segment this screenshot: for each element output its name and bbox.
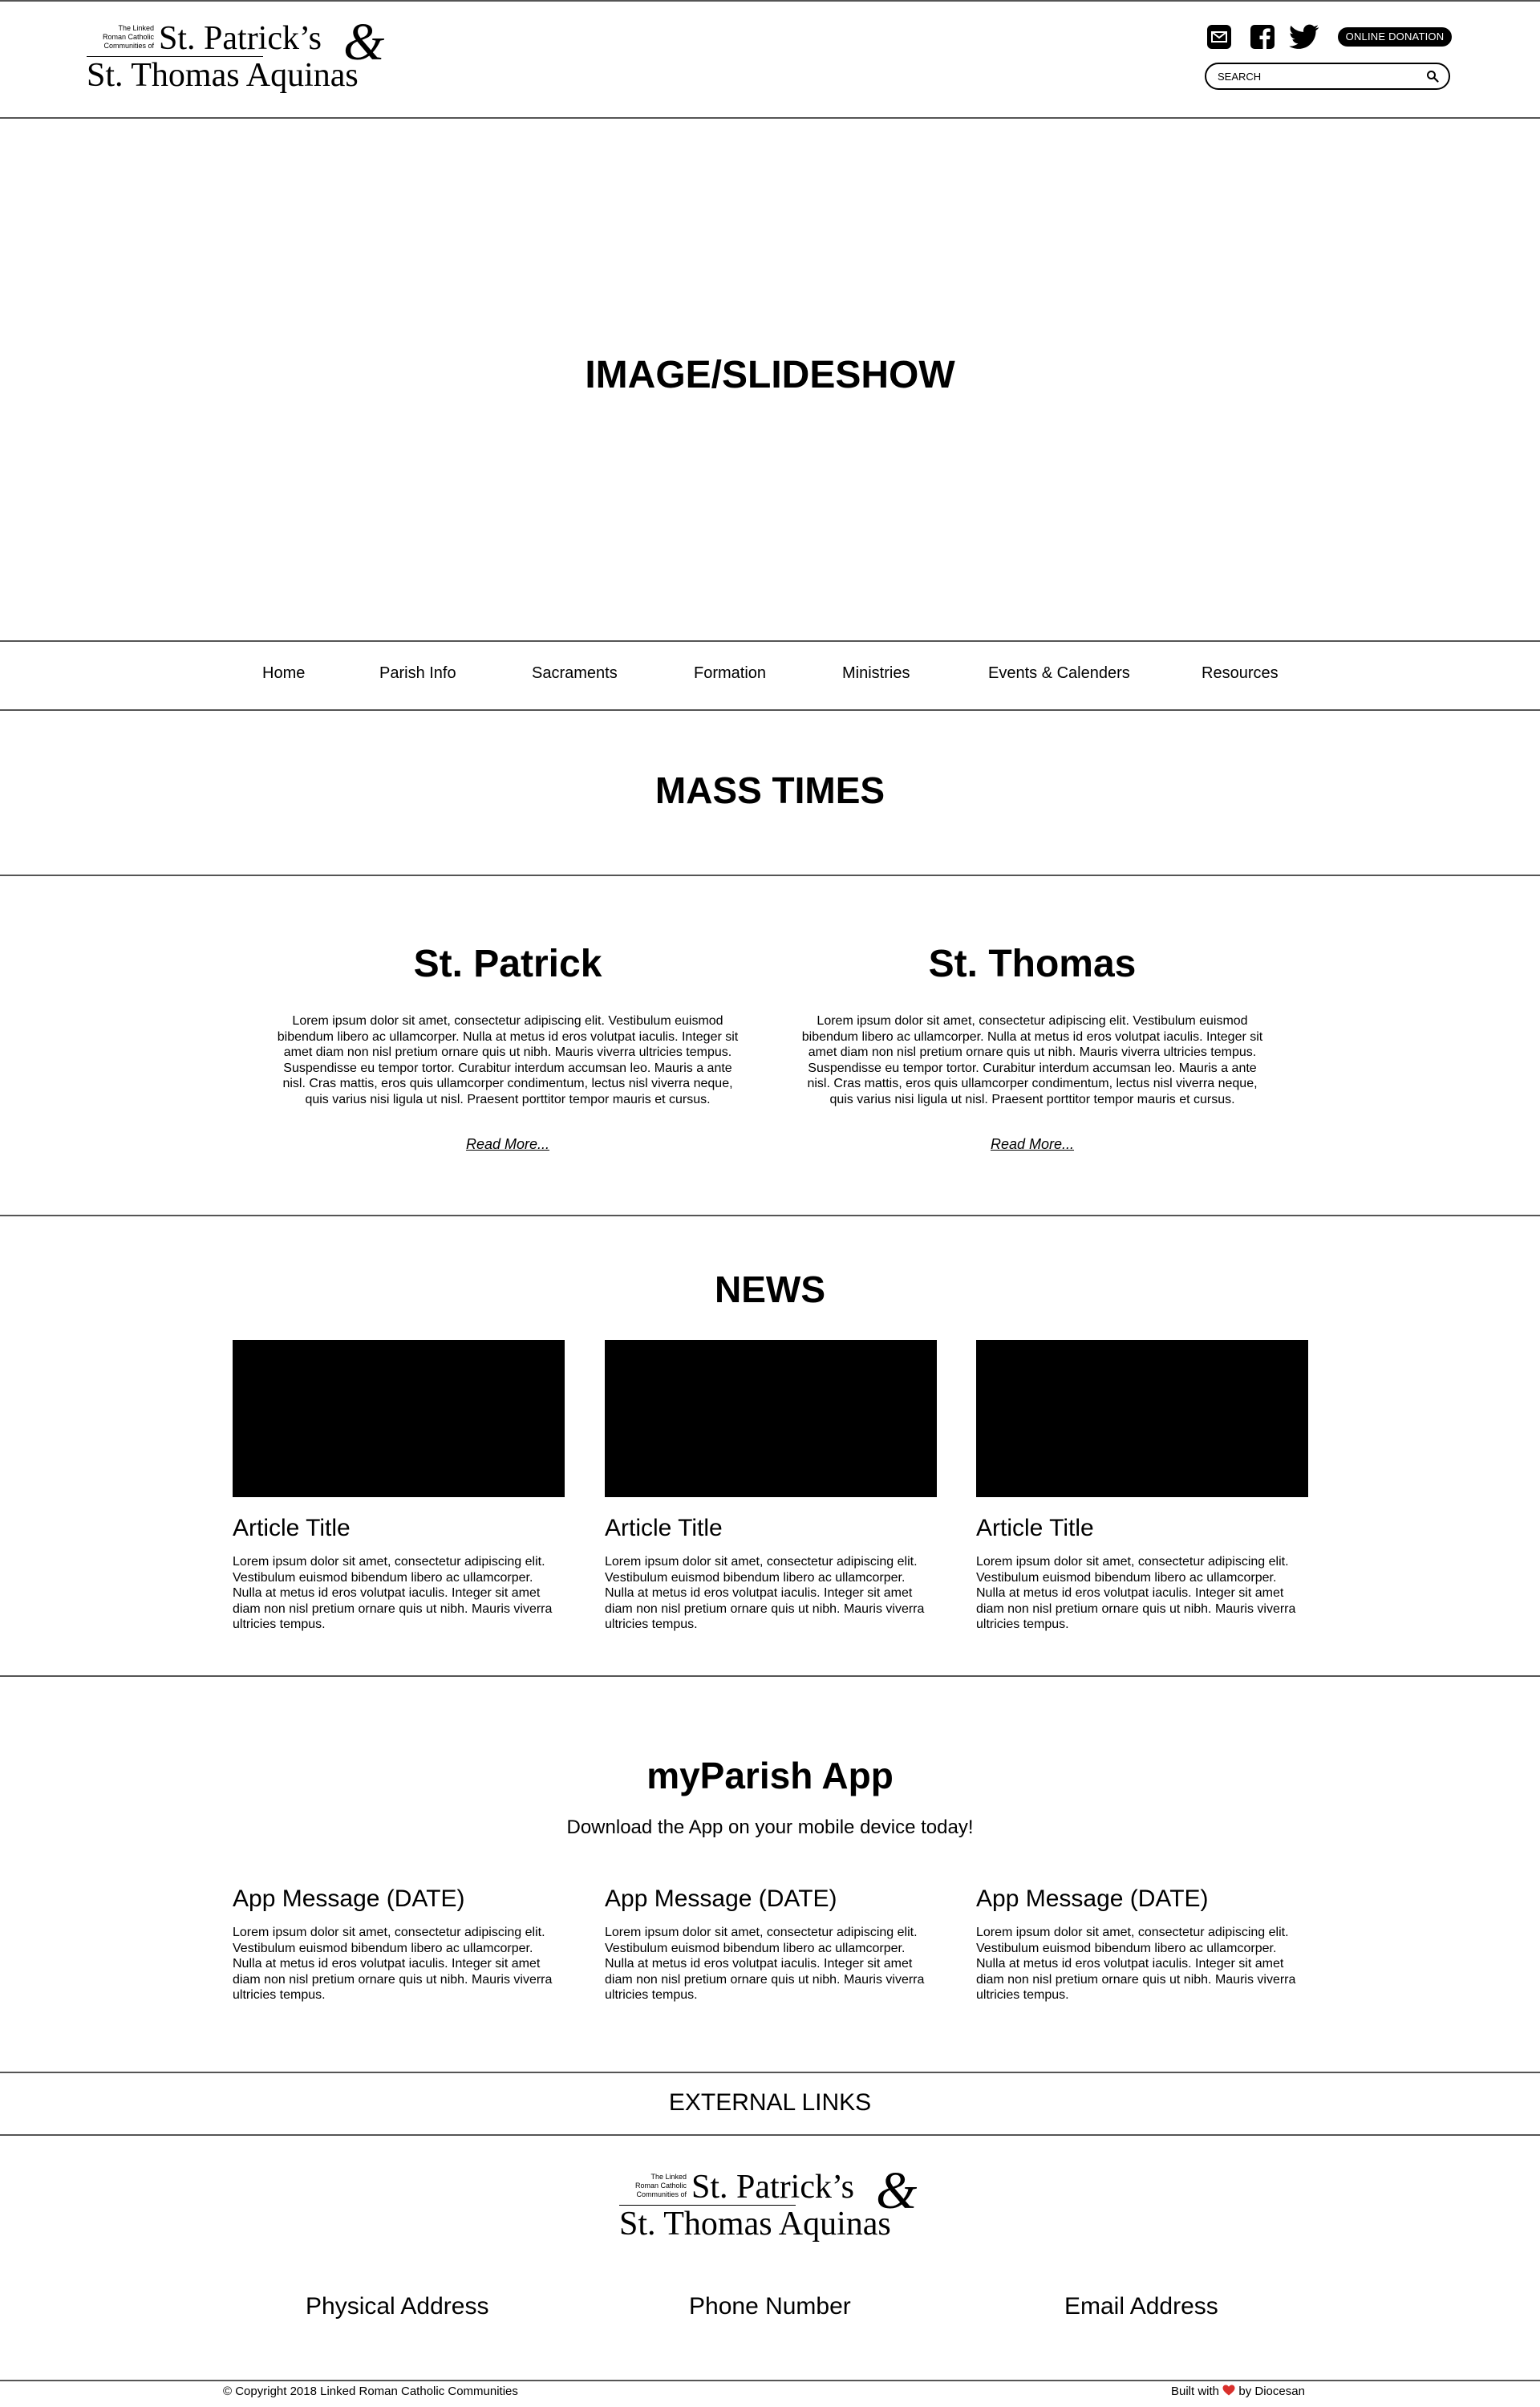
nav-item-events-calenders[interactable]: Events & Calenders	[988, 664, 1130, 682]
news-article-excerpt: Lorem ipsum dolor sit amet, consectetur adipiscing elit. Vestibulum euismod bibendum libero ac ullamcorper. Nulla at metus id eros volutpat iaculis. Integer sit amet diam non nisl pretium ornare quis ut nibh. Mauris viverra ultricies tempus.	[605, 1555, 925, 1631]
read-more-link-st-patrick[interactable]: Read More...	[465, 1136, 550, 1152]
logo-small-text: The Linked Roman Catholic Communities of	[634, 2173, 687, 2198]
church-name-st-patrick: St. Patrick	[413, 943, 602, 985]
news-article-title[interactable]: Article Title	[605, 1515, 723, 1541]
news-article-image[interactable]	[233, 1340, 565, 1497]
logo-line-1: St. Patrick’s	[159, 20, 322, 57]
read-more-link-st-thomas[interactable]: Read More...	[990, 1136, 1075, 1152]
top-border	[0, 0, 1540, 2]
search-icon[interactable]	[1426, 70, 1439, 83]
church-description-st-thomas: Lorem ipsum dolor sit amet, consectetur adipiscing elit. Vestibulum euismod bibendum libero ac ullamcorper. Nulla at metus id eros volutpat iaculis. Integer sit amet diam non nisl pretium ornare quis ut nibh. Mauris viverra ultricies tempus. Suspendisse eu tempor tortor. Curabitur interdum accumsan leo. Mauris a ante nisl. Cras mattis, eros quis ullamcorper condimentum, lectus nisl viverra neque, quis varius nisi ligula ut nisl. Praesent porttitor tempor mauris et cursus.	[801, 1014, 1263, 1106]
built-with-suffix[interactable]: by Diocesan	[1238, 2385, 1305, 2398]
nav-bottom-divider	[0, 709, 1540, 711]
nav-item-sacraments[interactable]: Sacraments	[532, 664, 618, 682]
app-message-body: Lorem ipsum dolor sit amet, consectetur adipiscing elit. Vestibulum euismod bibendum libero ac ullamcorper. Nulla at metus id eros volutpat iaculis. Integer sit amet diam non nisl pretium ornare quis ut nibh. Mauris viverra ultricies tempus.	[233, 1926, 553, 2002]
logo-line-1: St. Patrick’s	[691, 2169, 855, 2206]
facebook-icon[interactable]	[1248, 22, 1277, 51]
external-links-label[interactable]: EXTERNAL LINKS	[668, 2089, 872, 2116]
hero-slideshow-placeholder: IMAGE/SLIDESHOW	[585, 354, 955, 396]
header-divider	[0, 117, 1540, 119]
news-article-excerpt: Lorem ipsum dolor sit amet, consectetur adipiscing elit. Vestibulum euismod bibendum libero ac ullamcorper. Nulla at metus id eros volutpat iaculis. Integer sit amet diam non nisl pretium ornare quis ut nibh. Mauris viverra ultricies tempus.	[233, 1555, 553, 1631]
built-with-credit	[1171, 2385, 1305, 2398]
footer-physical-address: Physical Address	[306, 2293, 489, 2320]
logo-ampersand: &	[343, 13, 385, 71]
mass-times-divider	[0, 875, 1540, 876]
app-message-title: App Message (DATE)	[233, 1885, 465, 1912]
news-article-title[interactable]: Article Title	[976, 1515, 1094, 1541]
app-top-divider	[0, 1675, 1540, 1677]
app-message-body: Lorem ipsum dolor sit amet, consectetur adipiscing elit. Vestibulum euismod bibendum libero ac ullamcorper. Nulla at metus id eros volutpat iaculis. Integer sit amet diam non nisl pretium ornare quis ut nibh. Mauris viverra ultricies tempus.	[976, 1926, 1296, 2002]
footer-phone-number: Phone Number	[689, 2293, 851, 2320]
search-box	[1205, 63, 1450, 90]
heart-icon	[1222, 2385, 1235, 2396]
footer-bottom-divider	[0, 2380, 1540, 2381]
news-article-image[interactable]	[605, 1340, 937, 1497]
church-name-st-thomas: St. Thomas	[928, 943, 1137, 985]
logo-small-text: The Linked Roman Catholic Communities of	[102, 24, 154, 50]
news-article-excerpt: Lorem ipsum dolor sit amet, consectetur adipiscing elit. Vestibulum euismod bibendum libero ac ullamcorper. Nulla at metus id eros volutpat iaculis. Integer sit amet diam non nisl pretium ornare quis ut nibh. Mauris viverra ultricies tempus.	[976, 1555, 1296, 1631]
nav-item-parish-info[interactable]: Parish Info	[379, 664, 456, 682]
copyright-text: © Copyright 2018 Linked Roman Catholic Communities	[223, 2385, 518, 2398]
logo-line-2: St. Thomas Aquinas	[619, 2206, 891, 2243]
app-message-title: App Message (DATE)	[605, 1885, 837, 1912]
nav-item-ministries[interactable]: Ministries	[842, 664, 910, 682]
news-heading: NEWS	[715, 1268, 825, 1310]
app-message-body: Lorem ipsum dolor sit amet, consectetur adipiscing elit. Vestibulum euismod bibendum libero ac ullamcorper. Nulla at metus id eros volutpat iaculis. Integer sit amet diam non nisl pretium ornare quis ut nibh. Mauris viverra ultricies tempus.	[605, 1926, 925, 2002]
app-subtitle: Download the App on your mobile device today!	[566, 1816, 974, 1838]
nav-top-divider	[0, 640, 1540, 642]
footer-email-address: Email Address	[1064, 2293, 1218, 2320]
footer-logo[interactable]	[619, 2161, 924, 2250]
news-top-divider	[0, 1215, 1540, 1216]
twitter-icon[interactable]	[1288, 22, 1320, 51]
nav-item-formation[interactable]: Formation	[694, 664, 767, 682]
app-heading: myParish App	[646, 1755, 894, 1796]
app-message-title: App Message (DATE)	[976, 1885, 1209, 1912]
logo-ampersand: &	[876, 2161, 918, 2220]
logo-line-2: St. Thomas Aquinas	[87, 57, 359, 94]
built-with-prefix: Built with	[1171, 2385, 1220, 2398]
external-links-top-divider	[0, 2072, 1540, 2073]
mail-icon[interactable]	[1205, 22, 1234, 51]
nav-item-home[interactable]: Home	[262, 664, 306, 682]
news-article-image[interactable]	[976, 1340, 1308, 1497]
online-donation-button[interactable]: ONLINE DONATION	[1338, 27, 1452, 47]
nav-item-resources[interactable]: Resources	[1202, 664, 1279, 682]
church-description-st-patrick: Lorem ipsum dolor sit amet, consectetur adipiscing elit. Vestibulum euismod bibendum libero ac ullamcorper. Nulla at metus id eros volutpat iaculis. Integer sit amet diam non nisl pretium ornare quis ut nibh. Mauris viverra ultricies tempus. Suspendisse eu tempor tortor. Curabitur interdum accumsan leo. Mauris a ante nisl. Cras mattis, eros quis ullamcorper condimentum, lectus nisl viverra neque, quis varius nisi ligula ut nisl. Praesent porttitor tempor mauris et cursus.	[277, 1014, 739, 1106]
mass-times-heading: MASS TIMES	[654, 769, 886, 811]
external-links-bottom-divider	[0, 2134, 1540, 2136]
site-logo[interactable]	[87, 13, 391, 101]
search-input[interactable]	[1218, 69, 1418, 83]
news-article-title[interactable]: Article Title	[233, 1515, 351, 1541]
